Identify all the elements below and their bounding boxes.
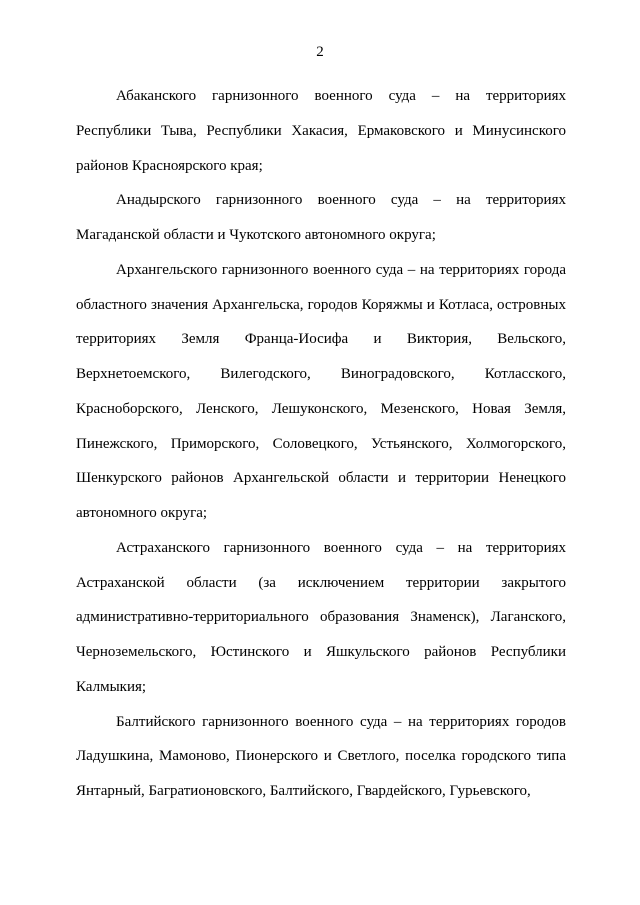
paragraph-abakan: Абаканского гарнизонного военного суда – на территориях Республики Тыва, Республики Хакасия, Ермаковского и Минусинского районов Красноярского края; <box>76 88 566 174</box>
paragraph-arkhangelsk: Архангельского гарнизонного военного суда – на территориях города областного значения Архангельска, городов Коряжмы и Котласа, островных территориях Земля Франца-Иосифа и Виктория, Вельского, Верхнетоемского, Вилегодского, Виноградовского, Котласского, Красноборского, Ленского, Лешуконского, Мезенского, Новая Земля, Пинежского, Приморского, Соловецкого, Устьянского, Холмогорского, Шенкурского районов Архангельской области и территории Ненецкого автономного округа; <box>76 261 566 521</box>
page-number: 2 <box>316 44 324 60</box>
paragraph-anadyr: Анадырского гарнизонного военного суда – на территориях Магаданской области и Чукотского автономного округа; <box>76 192 566 243</box>
paragraph-baltiysk: Балтийского гарнизонного военного суда – на территориях городов Ладушкина, Мамоново, Пионерского и Светлого, поселка городского типа Янтарный, Багратионовского, Балтийского, Гвардейского, Гурьевского, <box>76 713 566 799</box>
paragraph-astrakhan: Астраханского гарнизонного военного суда – на территориях Астраханской области (за исключением территории закрытого административно-территориального образования Знаменск), Лаганского, Черноземельского, Юстинского и Яшкульского районов Республики Калмыкия; <box>76 539 566 695</box>
document-body <box>76 79 566 809</box>
